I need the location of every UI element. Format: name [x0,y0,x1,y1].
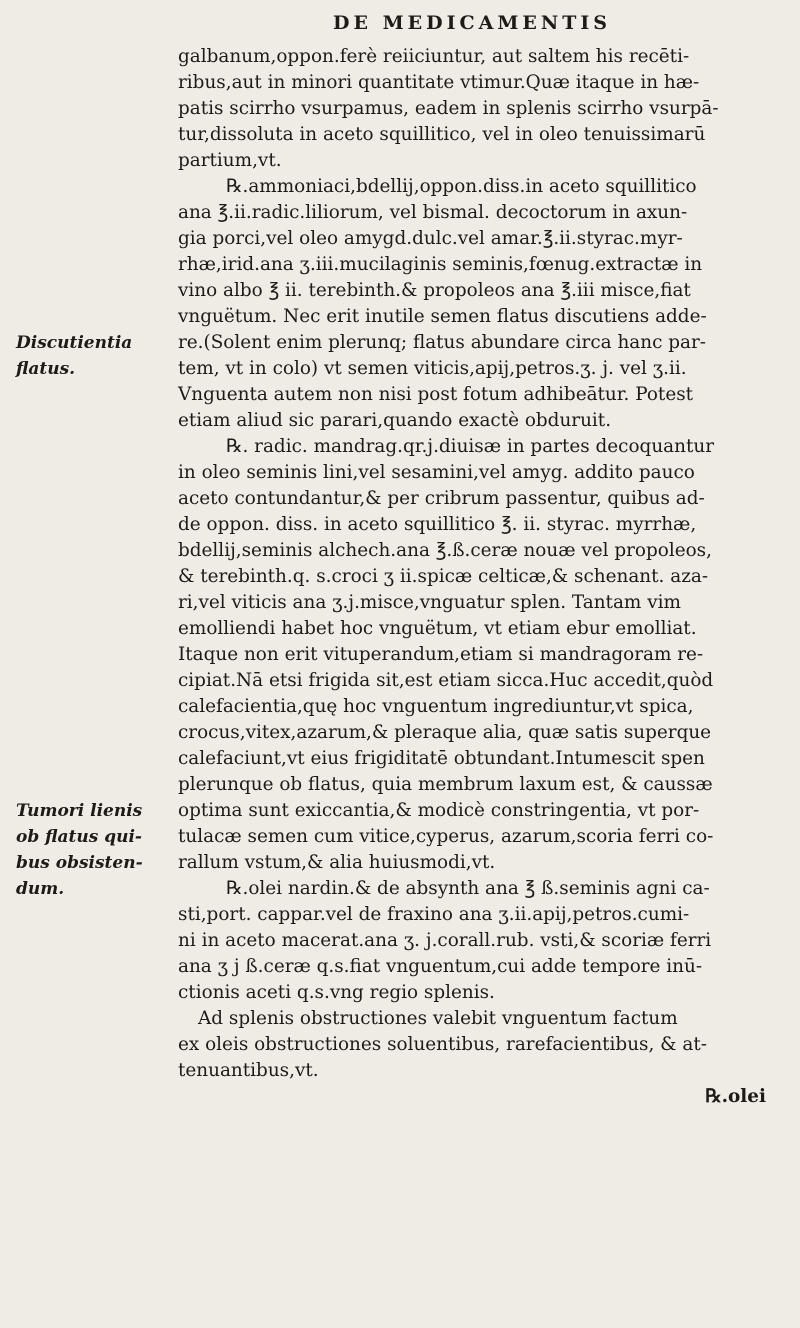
text-line: gia porci,vel oleo amygd.dulc.vel amar.℥.ii.styrac.myr- [178,228,683,249]
margin-note-line: Tumori lienis [16,801,143,821]
margin-note-tumori-lienis [16,798,176,902]
text-line: ana ℥.ii.radic.liliorum, vel bismal. decoctorum in axun- [178,202,688,223]
text-line: ni in aceto macerat.ana ʒ. j.corall.rub. vsti,& scoriæ ferri [178,930,712,951]
text-line: ctionis aceti q.s.vng regio splenis. [178,982,495,1003]
text-line: ribus,aut in minori quantitate vtimur.Quæ itaque in hæ- [178,72,700,93]
text-line: rallum vstum,& alia huiusmodi,vt. [178,852,496,873]
text-line: rhæ,irid.ana ʒ.iii.mucilaginis seminis,fœnug.extractæ in [178,254,703,275]
catchword: ℞.olei [705,1086,766,1107]
text-line: ℞.ammoniaci,bdellij,oppon.diss.in aceto squillitico [226,176,697,197]
text-line: plerunque ob flatus, quia membrum laxum est, & caussæ [178,774,713,795]
text-line: ri,vel viticis ana ʒ.j.misce,vnguatur splen. Tantam vim [178,592,681,613]
text-line: galbanum,oppon.ferè reiiciuntur, aut saltem his recēti- [178,46,690,67]
text-line: calefaciunt,vt eius frigiditatē obtundant.Intumescit spen [178,748,705,769]
running-head [0,12,800,34]
text-line: ana ʒ j ß.ceræ q.s.fiat vnguentum,cui adde tempore inū- [178,956,703,977]
body-text [178,44,796,1110]
text-line: aceto contundantur,& per cribrum passentur, quibus ad- [178,488,705,509]
text-line: tenuantibus,vt. [178,1060,319,1081]
text-line: de oppon. diss. in aceto squillitico ℥. ii. styrac. myrrhæ, [178,514,697,535]
text-line: ex oleis obstructiones soluentibus, rarefacientibus, & at- [178,1034,707,1055]
text-line: tem, vt in colo) vt semen viticis,apij,petros.ʒ. j. vel ʒ.ii. [178,358,687,379]
margin-note-line: dum. [16,879,65,899]
text-line: vnguëtum. Nec erit inutile semen flatus discutiens adde- [178,306,707,327]
text-line: bdellij,seminis alchech.ana ℥.ß.ceræ nouæ vel propoleos, [178,540,712,561]
running-head-text: DE MEDICAMENTIS [333,12,611,34]
text-line: ℞.olei nardin.& de absynth ana ℥ ß.seminis agni ca- [226,878,710,899]
text-line: cipiat.Nā etsi frigida sit,est etiam sicca.Huc accedit,quòd [178,670,714,691]
margin-note-discutientia [16,330,176,382]
margin-note-line: ob flatus qui- [16,827,142,847]
text-line: ℞. radic. mandrag.qr.j.diuisæ in partes decoquantur [226,436,714,457]
margin-note-line: Discutientia [16,333,133,353]
text-line: Vnguenta autem non nisi post fotum adhibeātur. Potest [178,384,694,405]
text-line: tulacæ semen cum vitice,cyperus, azarum,scoria ferri co- [178,826,714,847]
text-line: crocus,vitex,azarum,& pleraque alia, quæ satis superque [178,722,712,743]
margin-note-line: bus obsisten- [16,853,143,873]
text-line: vino albo ℥ ii. terebinth.& propoleos ana ℥.iii misce,fiat [178,280,691,301]
text-line: emolliendi habet hoc vnguëtum, vt etiam ebur emolliat. [178,618,697,639]
text-line: sti,port. cappar.vel de fraxino ana ʒ.ii.apij,petros.cumi- [178,904,690,925]
text-line: optima sunt exiccantia,& modicè constringentia, vt por- [178,800,700,821]
text-line: in oleo seminis lini,vel sesamini,vel amyg. addito pauco [178,462,695,483]
text-line: calefacientia,quę hoc vnguentum ingrediuntur,vt spica, [178,696,694,717]
text-line: Itaque non erit vituperandum,etiam si mandragoram re- [178,644,704,665]
text-line: patis scirrho vsurpamus, eadem in splenis scirrho vsurpā- [178,98,719,119]
text-line: partium,vt. [178,150,282,171]
text-line: Ad splenis obstructiones valebit vnguentum factum [198,1008,678,1029]
text-line: re.(Solent enim plerunq; flatus abundare circa hanc par- [178,332,706,353]
text-line: & terebinth.q. s.croci ʒ ii.spicæ celticæ,& schenant. aza- [178,566,709,587]
margin-note-line: flatus. [16,359,76,379]
text-line: etiam aliud sic parari,quando exactè obduruit. [178,410,612,431]
text-line: tur,dissoluta in aceto squillitico, vel in oleo tenuissimarū [178,124,706,145]
